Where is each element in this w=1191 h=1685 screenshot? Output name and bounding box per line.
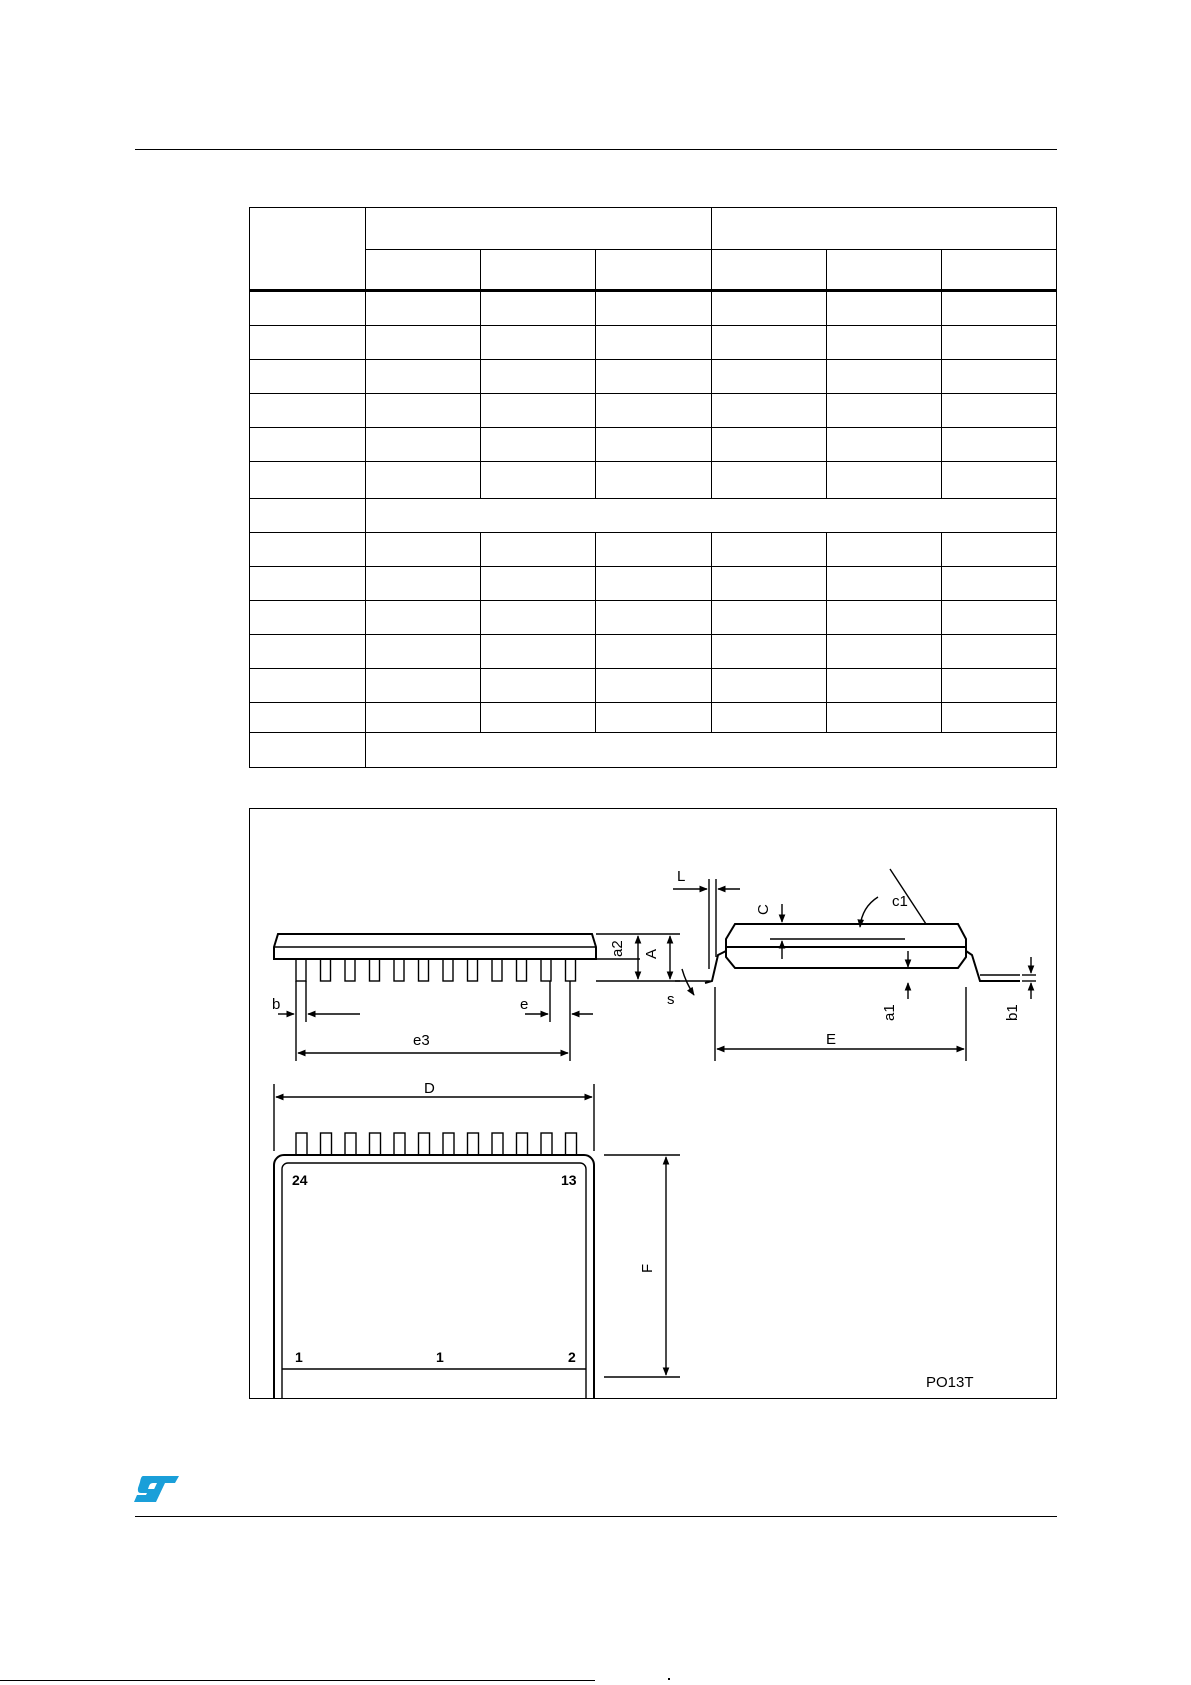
side-lead bbox=[345, 959, 355, 981]
top-lead bbox=[492, 1133, 503, 1155]
top-lead bbox=[345, 1133, 356, 1155]
dim-label-b1: b1 bbox=[1004, 1004, 1021, 1021]
table-row-divider bbox=[250, 668, 1056, 669]
top-lead bbox=[419, 1133, 430, 1155]
top-lead bbox=[517, 1133, 528, 1155]
dim-label-e: e bbox=[520, 996, 529, 1013]
dim-label-D: D bbox=[424, 1080, 435, 1097]
page-edge-tick bbox=[668, 1678, 670, 1680]
side-lead bbox=[541, 959, 551, 981]
top-lead bbox=[370, 1133, 381, 1155]
dim-label-A: A bbox=[643, 948, 660, 959]
header-rule bbox=[135, 149, 1057, 150]
pin-label-bottom-middle: 1 bbox=[436, 1349, 444, 1365]
pin-label-top-right: 13 bbox=[561, 1172, 577, 1188]
dim-label-E: E bbox=[826, 1031, 837, 1048]
dim-label-F: F bbox=[639, 1263, 656, 1273]
table-row-divider bbox=[250, 498, 1056, 499]
package-drawing bbox=[250, 809, 1056, 1398]
page-edge-line bbox=[0, 1680, 595, 1681]
top-lead bbox=[443, 1133, 454, 1155]
dim-label-a2: a2 bbox=[609, 940, 626, 957]
table-row-divider bbox=[250, 461, 1056, 462]
top-view bbox=[274, 1084, 680, 1398]
dim-label-a1: a1 bbox=[881, 1004, 898, 1021]
top-lead bbox=[566, 1133, 577, 1155]
side-lead bbox=[419, 959, 429, 981]
dim-label-b: b bbox=[272, 996, 281, 1013]
side-lead bbox=[517, 959, 527, 981]
top-lead bbox=[394, 1133, 405, 1155]
table-row-divider bbox=[250, 600, 1056, 601]
side-lead bbox=[492, 959, 502, 981]
top-lead bbox=[296, 1133, 307, 1155]
package-outline-figure bbox=[249, 808, 1057, 1399]
package-code: PO13T bbox=[926, 1374, 974, 1391]
st-logo-icon bbox=[133, 1474, 181, 1509]
dim-label-C: C bbox=[755, 904, 772, 915]
side-lead bbox=[321, 959, 331, 981]
side-lead bbox=[370, 959, 380, 981]
pin-label-bottom-right: 2 bbox=[568, 1349, 576, 1365]
dim-label-e3: e3 bbox=[413, 1032, 430, 1049]
table-col-divider bbox=[711, 291, 712, 499]
table-row-divider bbox=[250, 325, 1056, 326]
table-row-divider bbox=[250, 532, 1056, 533]
top-lead bbox=[321, 1133, 332, 1155]
footer-rule bbox=[135, 1516, 1057, 1517]
side-lead bbox=[566, 959, 576, 981]
dimensions-table bbox=[249, 207, 1057, 768]
table-row-divider bbox=[250, 566, 1056, 567]
side-view-leads bbox=[296, 959, 576, 981]
table-row-divider bbox=[250, 634, 1056, 635]
table-row-divider bbox=[250, 732, 1056, 733]
dim-label-s: s bbox=[667, 991, 675, 1008]
end-view bbox=[673, 869, 1036, 1061]
pin-label-top-left: 24 bbox=[292, 1172, 308, 1188]
table-row-divider bbox=[250, 359, 1056, 360]
top-lead bbox=[468, 1133, 479, 1155]
side-lead bbox=[394, 959, 404, 981]
table-header-rule bbox=[250, 289, 1056, 292]
pin-label-bottom-left: 1 bbox=[295, 1349, 303, 1365]
dim-label-c1: c1 bbox=[892, 893, 908, 910]
table-row-divider bbox=[250, 427, 1056, 428]
side-lead bbox=[468, 959, 478, 981]
table-row-divider bbox=[250, 393, 1056, 394]
side-lead bbox=[296, 959, 306, 981]
top-lead bbox=[541, 1133, 552, 1155]
dim-label-L: L bbox=[677, 868, 686, 885]
table-row-divider bbox=[250, 702, 1056, 703]
side-lead bbox=[443, 959, 453, 981]
table-row-divider bbox=[365, 249, 1056, 250]
